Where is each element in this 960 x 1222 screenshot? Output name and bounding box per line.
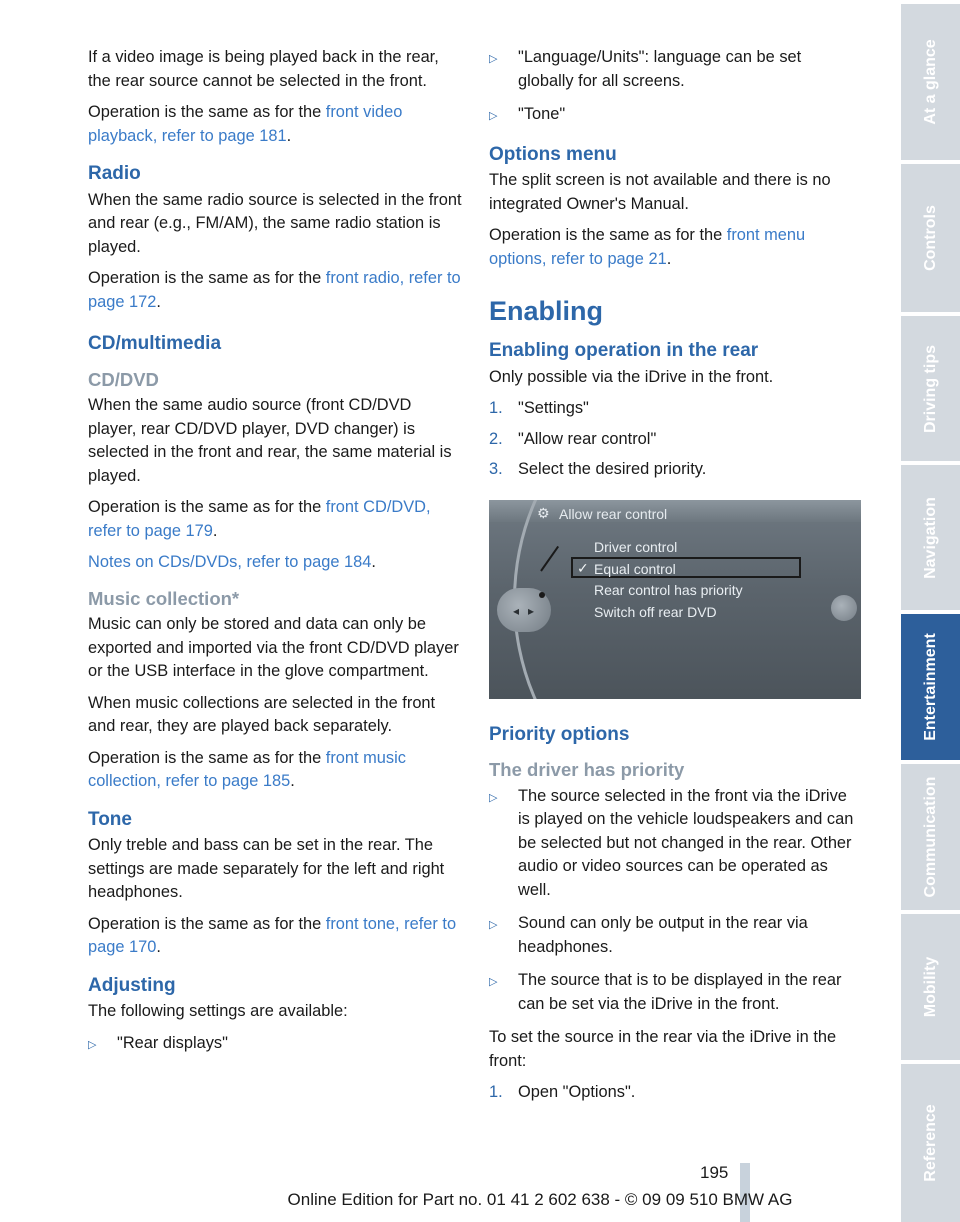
paragraph: When music collections are selected in the front and rear, they are played back separately. bbox=[88, 693, 436, 735]
section-heading: Adjusting bbox=[88, 974, 176, 996]
numbered-step: 3. Select the desired priority. bbox=[489, 460, 707, 478]
section-heading: Enabling operation in the rear bbox=[489, 340, 759, 361]
cross-reference-link[interactable]: front radio, refer to page 172 bbox=[88, 269, 461, 311]
triangle-bullet-icon: ▷ bbox=[489, 791, 498, 804]
paragraph: Notes on CDs/DVDs, refer to page 184. bbox=[88, 553, 376, 571]
section-heading: Priority options bbox=[489, 723, 630, 745]
subsection-heading: CD/DVD bbox=[88, 368, 159, 390]
paragraph: Operation is the same as for the front CD/DVD, refer to page 179. bbox=[88, 498, 431, 540]
callout-dot bbox=[539, 592, 545, 598]
cross-reference-link[interactable]: front menu options, refer to page 21 bbox=[489, 226, 806, 268]
menu-option: Driver control bbox=[594, 538, 678, 555]
triangle-bullet-icon: ▷ bbox=[88, 1038, 97, 1051]
tab-driving-tips[interactable]: Driving tips bbox=[901, 312, 960, 461]
tab-mobility[interactable]: Mobility bbox=[901, 910, 960, 1060]
cross-reference-link[interactable]: front video playback, refer to page 181 bbox=[88, 103, 403, 145]
screen-title: Allow rear control bbox=[559, 505, 668, 522]
numbered-step: 1. "Settings" bbox=[489, 399, 589, 417]
menu-option: Rear control has priority bbox=[594, 581, 743, 598]
triangle-bullet-icon: ▷ bbox=[489, 53, 498, 65]
triangle-bullet-icon: ▷ bbox=[489, 976, 498, 988]
page-number: 195 bbox=[700, 1163, 729, 1182]
chapter-heading: Enabling bbox=[489, 296, 603, 326]
settings-gear-icon: ⚙ bbox=[537, 504, 550, 521]
controller-knob-right bbox=[831, 595, 857, 621]
tab-communication[interactable]: Communication bbox=[901, 760, 960, 910]
tab-entertainment[interactable]: Entertainment bbox=[901, 610, 960, 760]
paragraph: When the same radio source is selected in the front and rear (e.g., FM/AM), the same radio station is played. bbox=[88, 190, 462, 256]
triangle-bullet-icon: ▷ bbox=[489, 110, 498, 122]
paragraph: Operation is the same as for the front radio, refer to page 172. bbox=[88, 269, 461, 311]
list-item: ▷ The source that is to be displayed in the rear can be set via the iDrive in the front. bbox=[489, 969, 861, 1016]
paragraph: Operation is the same as for the front music collection, refer to page 185. bbox=[88, 748, 406, 790]
paragraph: If a video image is being played back in the rear, the rear source cannot be selected in the front. bbox=[88, 48, 439, 90]
subsection-heading: The driver has priority bbox=[489, 759, 685, 780]
paragraph: When the same audio source (front CD/DVD player, rear CD/DVD player, DVD changer) is selected in the front and rear, the same material is played. bbox=[88, 396, 452, 485]
menu-option: Switch off rear DVD bbox=[594, 603, 717, 620]
footer-edition-note: Online Edition for Part no. 01 41 2 602 638 - © 09 09 510 BMW AG bbox=[287, 1190, 793, 1209]
cross-reference-link[interactable]: front music collection, refer to page 185 bbox=[88, 748, 406, 790]
list-item: ▷ "Tone" bbox=[489, 103, 861, 129]
cross-reference-link[interactable]: front CD/DVD, refer to page 179 bbox=[88, 498, 431, 540]
paragraph: Operation is the same as for the front tone, refer to page 170. bbox=[88, 914, 457, 956]
list-item: ▷ Sound can only be output in the rear via headphones. bbox=[489, 912, 861, 959]
list-item: ▷ The source selected in the front via the iDrive is played on the vehicle loudspeakers and can be selected but not changed in the rear. Other audio or video sources can be operated as well. bbox=[489, 785, 861, 903]
menu-option-selected: Equal control bbox=[594, 560, 676, 577]
arrow-right-icon: ▸ bbox=[528, 603, 535, 618]
check-icon: ✓ bbox=[577, 559, 589, 576]
numbered-step: 2. "Allow rear control" bbox=[489, 429, 657, 448]
paragraph: The following settings are available: bbox=[88, 1002, 348, 1020]
subsection-heading: Music collection* bbox=[88, 587, 240, 609]
numbered-step: 1. Open "Options". bbox=[489, 1083, 636, 1101]
paragraph: Only treble and bass can be set in the rear. The settings are made separately for the left and right headphones. bbox=[88, 836, 445, 901]
idrive-screenshot bbox=[489, 500, 861, 699]
tab-at-a-glance[interactable]: At a glance bbox=[901, 0, 960, 160]
list-item: ▷ "Language/Units": language can be set globally for all screens. bbox=[489, 46, 861, 93]
paragraph: Only possible via the iDrive in the front. bbox=[489, 367, 774, 386]
section-heading: Options menu bbox=[489, 143, 617, 165]
paragraph: Operation is the same as for the front video playback, refer to page 181. bbox=[88, 103, 403, 145]
chapter-tabs bbox=[901, 0, 960, 1222]
arrow-left-icon: ◂ bbox=[513, 603, 520, 618]
paragraph: Operation is the same as for the front menu options, refer to page 21. bbox=[489, 226, 806, 268]
tab-controls[interactable]: Controls bbox=[901, 160, 960, 312]
section-heading: Radio bbox=[88, 163, 141, 184]
triangle-bullet-icon: ▷ bbox=[489, 919, 498, 931]
paragraph: To set the source in the rear via the iDrive in the front: bbox=[489, 1028, 837, 1070]
tab-reference[interactable]: Reference bbox=[901, 1060, 960, 1222]
list-item: ▷ "Rear displays" bbox=[88, 1032, 462, 1058]
cross-reference-link[interactable]: front tone, refer to page 170 bbox=[88, 914, 457, 956]
paragraph: Music can only be stored and data can only be exported and imported via the front CD/DVD player or the USB interface in the glove compartment. bbox=[88, 615, 459, 680]
tab-navigation[interactable]: Navigation bbox=[901, 461, 960, 610]
right-column bbox=[489, 46, 861, 1112]
left-column bbox=[88, 46, 462, 1067]
cross-reference-link[interactable]: Notes on CDs/DVDs, refer to page 184 bbox=[88, 553, 372, 571]
paragraph: The split screen is not available and there is no integrated Owner's Manual. bbox=[489, 171, 831, 213]
section-heading: CD/multimedia bbox=[88, 333, 222, 354]
section-heading: Tone bbox=[88, 808, 132, 830]
